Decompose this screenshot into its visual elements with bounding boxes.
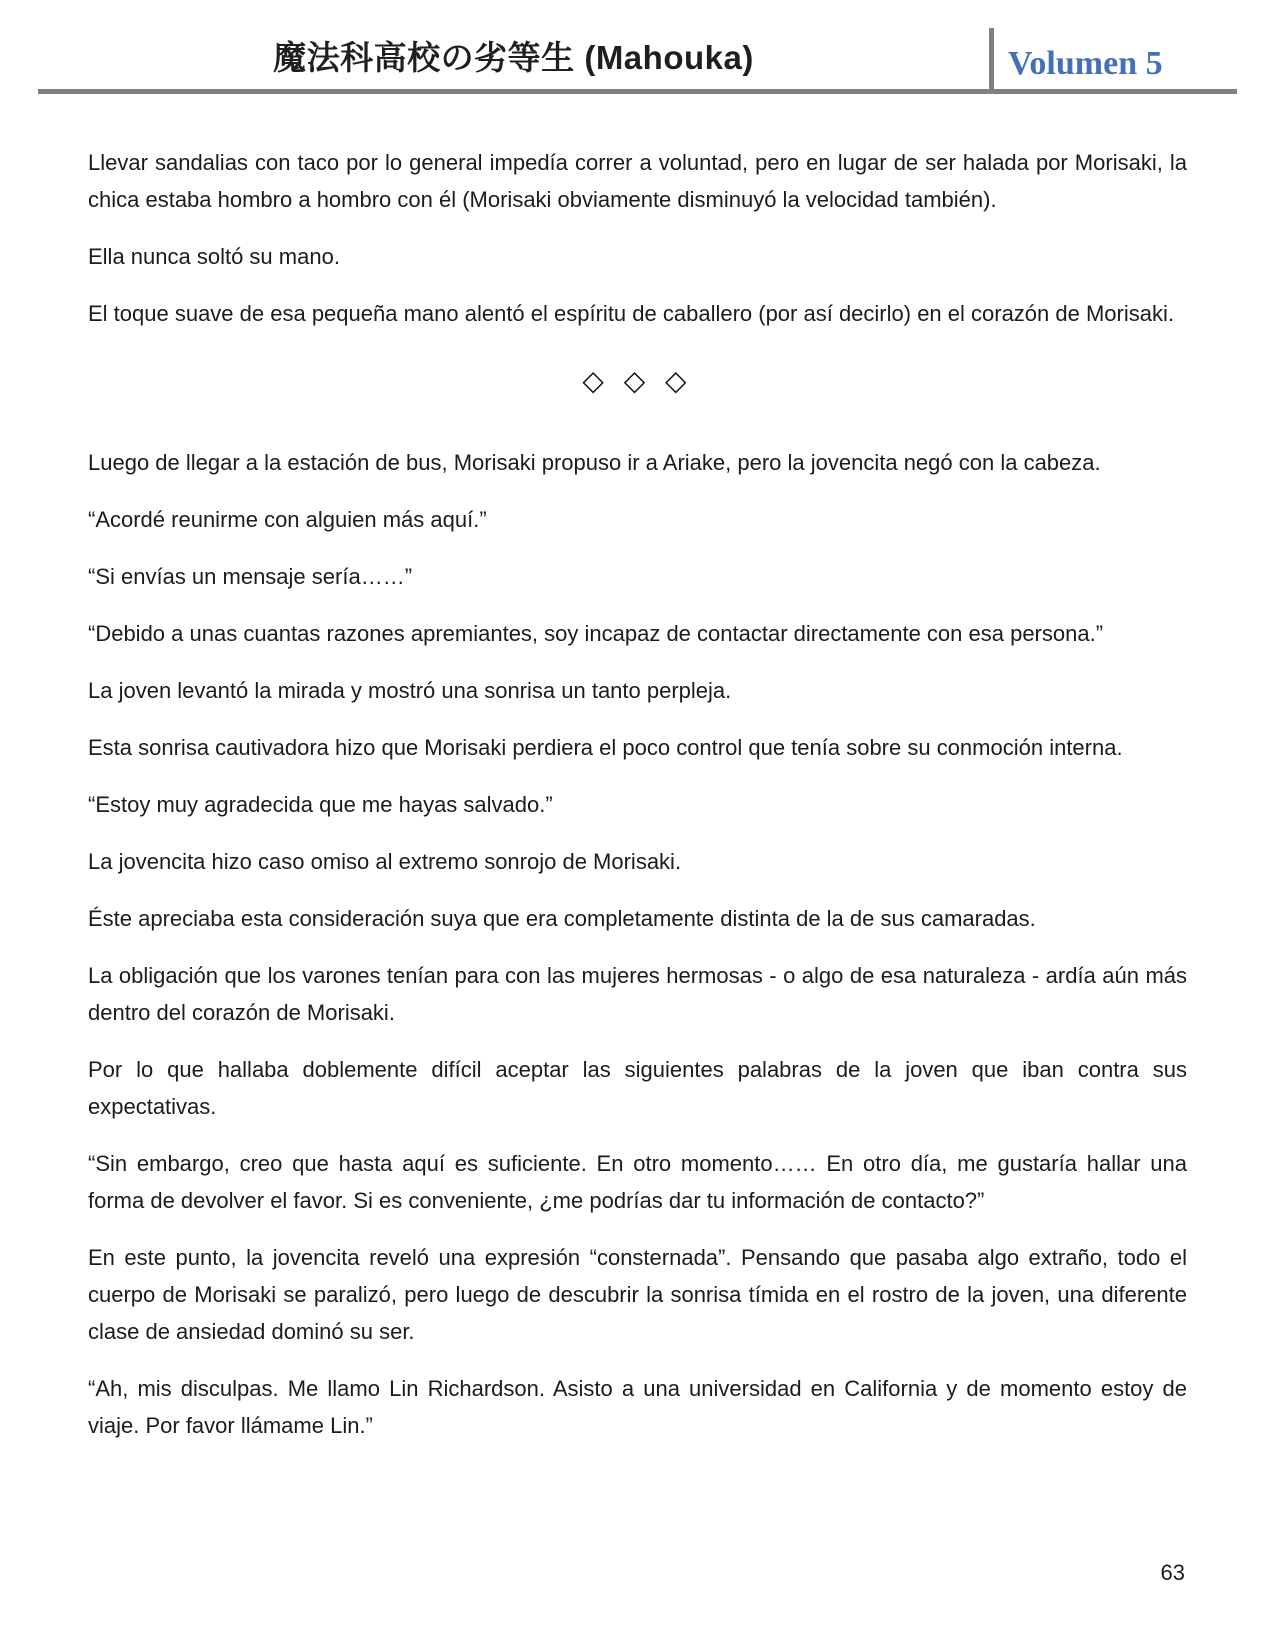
body-paragraph: Ella nunca soltó su mano. [88,244,340,269]
dialogue-paragraph: “Ah, mis disculpas. Me llamo Lin Richardson. Asisto a una universidad en California y de momento estoy de viaje. Por favor llámame Lin.” [88,1376,1187,1438]
header-title-cell [38,0,989,89]
dialogue-paragraph: “Sin embargo, creo que hasta aquí es suficiente. En otro momento…… En otro día, me gustaría hallar una forma de devolver el favor. Si es conveniente, ¿me podrías dar tu información de contacto?” [88,1151,1187,1213]
dialogue-paragraph: “Si envías un mensaje sería……” [88,564,413,589]
dialogue-paragraph: “Estoy muy agradecida que me hayas salvado.” [88,792,553,817]
page-number: 63 [1160,1560,1185,1585]
dialogue-paragraph: “Debido a unas cuantas razones apremiantes, soy incapaz de contactar directamente con esa persona.” [88,621,1104,646]
body-paragraph: Éste apreciaba esta consideración suya que era completamente distinta de la de sus camaradas. [88,906,1036,931]
page-body [0,94,1275,1444]
body-paragraph: Esta sonrisa cautivadora hizo que Morisaki perdiera el poco control que tenía sobre su conmoción interna. [88,735,1123,760]
body-paragraph: El toque suave de esa pequeña mano alentó el espíritu de caballero (por así decirlo) en el corazón de Morisaki. [88,301,1174,326]
page-header [38,0,1237,94]
dialogue-paragraph: “Acordé reunirme con alguien más aquí.” [88,507,487,532]
body-paragraph: La joven levantó la mirada y mostró una sonrisa un tanto perpleja. [88,678,732,703]
body-paragraph: La obligación que los varones tenían para con las mujeres hermosas - o algo de esa naturaleza - ardía aún más dentro del corazón de Morisaki. [88,963,1187,1025]
body-paragraph: La jovencita hizo caso omiso al extremo sonrojo de Morisaki. [88,849,682,874]
header-volume-cell [989,28,1237,89]
body-paragraph: Llevar sandalias con taco por lo general impedía correr a voluntad, pero en lugar de ser halada por Morisaki, la chica estaba hombro a hombro con él (Morisaki obviamente disminuyó la velocidad también). [88,150,1187,212]
body-paragraph: Por lo que hallaba doblemente difícil aceptar las siguientes palabras de la joven que iban contra sus expectativas. [88,1057,1187,1119]
document-title: 魔法科高校の劣等生 (Mahouka) [273,39,754,76]
volume-label: Volumen 5 [1008,45,1163,82]
body-paragraph: Luego de llegar a la estación de bus, Morisaki propuso ir a Ariake, pero la jovencita negó con la cabeza. [88,450,1101,475]
body-paragraph: En este punto, la jovencita reveló una expresión “consternada”. Pensando que pasaba algo extraño, todo el cuerpo de Morisaki se paralizó, pero luego de descubrir la sonrisa tímida en el rostro de la joven, una diferente clase de ansiedad dominó su ser. [88,1245,1187,1344]
scene-break-divider: ◇ ◇ ◇ [582,365,693,396]
